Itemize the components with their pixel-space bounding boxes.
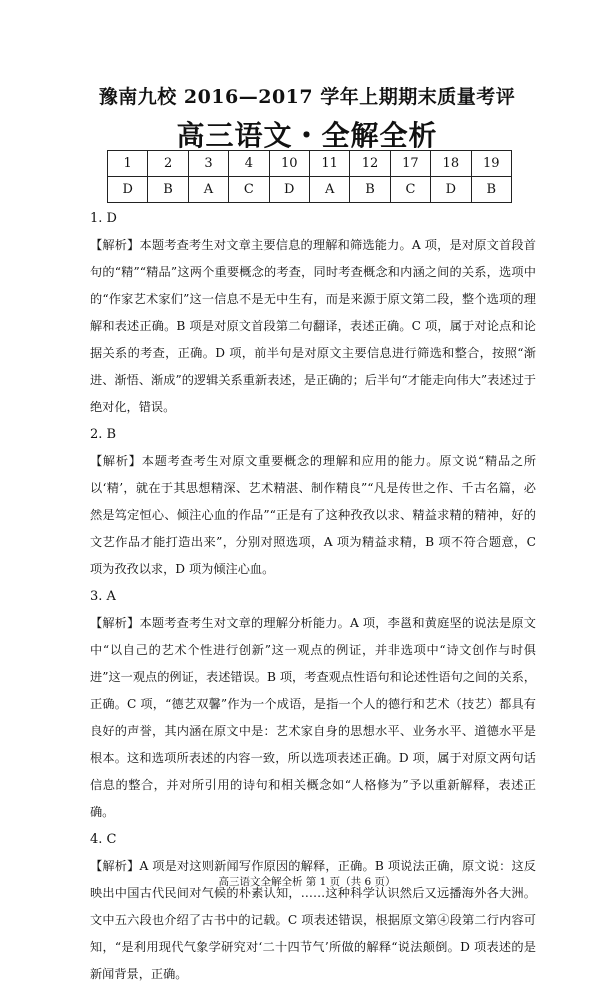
answer-cell: A <box>188 177 228 203</box>
explanation-text: 本题考查考生对原文重要概念的理解和应用的能力。原文说“精品之所以‘精’，就在于其思想精深、艺术精湛、制作精良”“凡是传世之作、千古名篇，必然是笃定恒心、倾注心血的作品”“正是有了这种孜孜以求、精益求精的精神，好的文艺作品才能打造出来”，分别对照选项，A 项为精益求精，B 项不符合题意，C 项为孜孜以求，D 项为倾注心血。 <box>90 454 537 576</box>
question-answer-label: 3. A <box>90 589 116 604</box>
explanation-text: 本题考查考生对文章主要信息的理解和筛选能力。A 项，是对原文首段首句的“精”“精品”这两个重要概念的考查，同时考查概念和内涵之间的关系，选项中的“作家艺术家们”这一信息不是无中生有，而是来源于原文第二段，整个选项的理解和表述正确。B 项是对原文首段第二句翻译，表述正确。C 项，属于对论点和论据关系的考查，正确。D 项，前半句是对原文主要信息进行筛选和整合，按照“渐进、渐悟、渐成”的逻辑关系重新表述，是正确的；后半句“才能走向伟大”表述过于绝对化，错误。 <box>90 238 536 414</box>
question-block <box>90 205 536 421</box>
question-number-cell: 3 <box>188 151 228 177</box>
analysis-tag: 【解析】 <box>90 454 142 468</box>
question-number-row <box>108 151 512 177</box>
answer-cell: B <box>350 177 390 203</box>
question-number-cell: 19 <box>471 151 511 177</box>
explanation-paragraph <box>90 232 536 421</box>
question-answer-label: 2. B <box>90 427 117 442</box>
answer-cell: D <box>431 177 471 203</box>
answer-cell: C <box>229 177 269 203</box>
explanation-paragraph <box>90 610 536 826</box>
answer-table <box>107 150 512 203</box>
question-number-cell: 4 <box>229 151 269 177</box>
question-block <box>90 421 536 583</box>
explanation-text: 本题考查考生对文章的理解分析能力。A 项，李邕和黄庭坚的说法是原文中“以自己的艺术个性进行创新”这一观点的例证，并非选项中“诗文创作与时俱进”这一观点的例证，表述错误。B 项，考查观点性语句和论述性语句之间的关系，正确。C 项，“德艺双馨”作为一个成语，是指一个人的德行和艺术（技艺）都具有良好的声誉，其内涵在原文中是：艺术家自身的思想水平、业务水平、道德水平是根本。这和选项所表述的内容一致，所以选项表述正确。D 项，属于对原文两句话信息的整合，并对所引用的诗句和相关概念如“人格修为”予以重新解释，表述正确。 <box>90 616 536 819</box>
question-number-cell: 2 <box>148 151 188 177</box>
answer-cell: B <box>148 177 188 203</box>
question-answer-label: 4. C <box>90 832 117 847</box>
question-number-cell: 17 <box>390 151 430 177</box>
question-number-cell: 10 <box>269 151 309 177</box>
question-number-cell: 1 <box>108 151 148 177</box>
question-number-cell: 11 <box>309 151 349 177</box>
question-block <box>90 583 536 826</box>
question-number-cell: 18 <box>431 151 471 177</box>
question-answer-label: 1. D <box>90 211 117 226</box>
answer-cell: B <box>471 177 511 203</box>
answer-cell: A <box>309 177 349 203</box>
explanation-paragraph <box>90 448 536 583</box>
answer-row <box>108 177 512 203</box>
question-number-cell: 12 <box>350 151 390 177</box>
explanation-text: A 项是对这则新闻写作原因的解释，正确。B 项说法正确，原文说：这反映出中国古代民间对气候的朴素认知，……这种科学认识然后又远播海外各大洲。文中五六段也介绍了古书中的记载。C 项表述错误，根据原文第④段第二行内容可知，“是利用现代气象学研究对‘二十四节气’所做的解释“说法颠倒。D 项表述的是新闻背景，正确。 <box>90 859 536 981</box>
analysis-tag: 【解析】 <box>90 859 140 873</box>
page-footer: 高三语文全解全析 第 1 页（共 6 页） <box>218 876 396 888</box>
explanation-body <box>90 205 536 988</box>
answer-cell: D <box>108 177 148 203</box>
analysis-tag: 【解析】 <box>90 616 140 630</box>
answer-cell: D <box>269 177 309 203</box>
answer-cell: C <box>390 177 430 203</box>
exam-title: 豫南九校 2016—2017 学年上期期末质量考评 <box>98 86 516 108</box>
analysis-tag: 【解析】 <box>90 238 140 252</box>
doc-subtitle: 高三语文・全解全析 <box>176 119 438 152</box>
question-block <box>90 826 536 988</box>
